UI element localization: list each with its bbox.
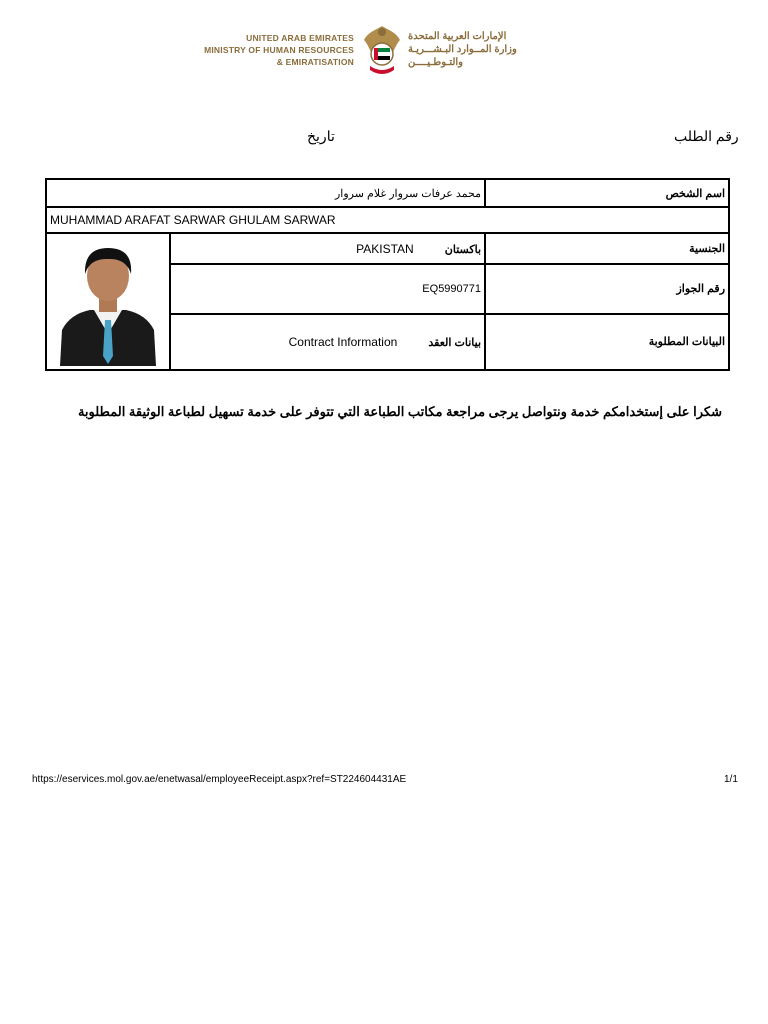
contract-arabic: بيانات العقد — [428, 336, 482, 349]
ministry-name-arabic — [408, 30, 558, 69]
header-ar-line1: الإمارات العربية المتحدة — [408, 31, 507, 42]
ministry-name-english — [200, 32, 354, 68]
ministry-header — [200, 18, 570, 88]
nationality-label: الجنسية — [485, 233, 729, 264]
employee-details-table — [45, 178, 730, 371]
footer-url: https://eservices.mol.gov.ae/enetwasal/employeeReceipt.aspx?ref=ST224604431AE — [32, 774, 407, 785]
nationality-arabic: باكستان — [444, 243, 482, 256]
thanks-message: شكرا على إستخدامكم خدمة ونتواصل يرجى مراجعة مكاتب الطباعة التي تتوفر على خدمة تسهيل لطباعة الوثيقة المطلوبة — [77, 404, 722, 419]
header-en-line1: UNITED ARAB EMIRATES — [246, 33, 354, 43]
name-row — [46, 179, 729, 207]
header-ar-line2: وزارة المــوارد البـشـــريـة — [408, 44, 517, 55]
passport-value: EQ5990771 — [170, 264, 485, 313]
name-label: اسم الشخص — [485, 179, 729, 207]
nationality-english: PAKISTAN — [356, 241, 414, 256]
header-ar-line3: والتـوطـيــــن — [408, 57, 464, 68]
nationality-row — [46, 233, 729, 264]
employee-photo-icon — [56, 234, 160, 366]
employee-photo — [46, 233, 170, 370]
request-number-label: رقم الطلب — [674, 128, 739, 144]
passport-label: رقم الجواز — [485, 264, 729, 313]
name-arabic-value: محمد عرفات سروار غلام سروار — [46, 179, 485, 207]
name-english-row — [46, 207, 729, 233]
contract-english: Contract Information — [288, 334, 398, 349]
header-en-line3: & EMIRATISATION — [276, 57, 354, 67]
required-data-label: البيانات المطلوبة — [485, 314, 729, 370]
contract-value-cell — [170, 314, 485, 370]
name-english-value: MUHAMMAD ARAFAT SARWAR GHULAM SARWAR — [46, 207, 729, 233]
uae-emblem-icon — [360, 22, 404, 78]
header-en-line2: MINISTRY OF HUMAN RESOURCES — [204, 45, 354, 55]
nationality-value-cell — [170, 233, 485, 264]
footer-page-number: 1/1 — [724, 774, 738, 785]
date-label: تاريخ — [307, 128, 335, 144]
